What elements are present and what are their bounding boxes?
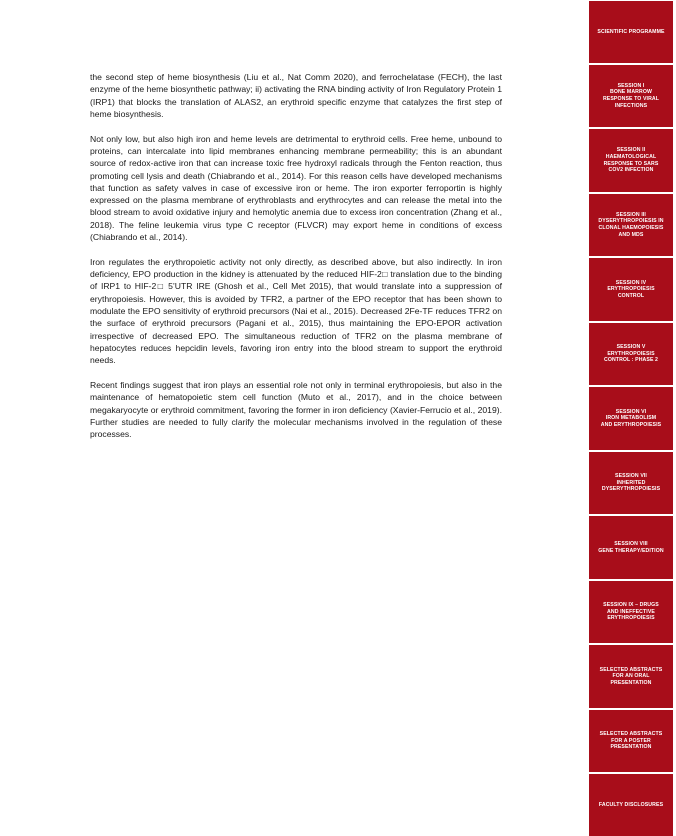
tab-session-vi[interactable]: SESSION VI IRON METABOLISM AND ERYTHROPOIESIS [589, 387, 673, 450]
paragraph-recent-findings: Recent findings suggest that iron plays an essential role not only in terminal erythropoiesis, but also in the maintenance of hematopoietic stem cell function (Muto et al., 2017), and in the choice between megakaryocyte or erythroid commitment, favoring the former in iron deficiency (Xavier-Ferrucio et al., 2019). Further studies are needed to fully clarify the molecular mechanisms involved in the regulation of these processes. [90, 380, 502, 440]
tab-oral-abstracts[interactable]: SELECTED ABSTRACTS FOR AN ORAL PRESENTATION [589, 645, 673, 708]
paragraph-iron-regulation: Iron regulates the erythropoietic activity not only directly, as described above, but also indirectly. In iron deficiency, EPO production in the kidney is attenuated by the reduced HIF-2□ translation due to the binding of IRP1 to HIF-2□ 5’UTR IRE (Ghosh et al., Cell Met 2015), that would translate into a suppression of erythropoiesis. However, this is avoided by TFR2, a partner of the EPO receptor that has been shown to modulate the EPO sensitivity of erythroid precursors (Nai et al., 2015). Decreased 2Fe-TF reduces TFR2 on the surface of erythroid precursors (Pagani et al., 2015), thus maintaining the EPO-EPOR activation irrespective of decreased EPO. The simultaneous reduction of TFR2 on the plasma membrane of hepatocytes reduces hepcidin levels, favoring iron entry into the blood stream to support the erythroid needs. [90, 256, 502, 366]
document-body [90, 71, 502, 453]
tab-session-iii[interactable]: SESSION III DYSERYTHROPOIESIS IN CLONAL HAEMOPOIESIS AND MDS [589, 194, 673, 256]
tab-poster-abstracts[interactable]: SELECTED ABSTRACTS FOR A POSTER PRESENTATION [589, 710, 673, 772]
tab-session-viii[interactable]: SESSION VIII GENE THERAPY/EDITION [589, 516, 673, 579]
tab-session-vii[interactable]: SESSION VII INHERITED DYSERYTHROPOIESIS [589, 452, 673, 514]
tab-scientific-programme[interactable]: SCIENTIFIC PROGRAMME [589, 1, 673, 63]
paragraph-heme-biosynthesis: the second step of heme biosynthesis (Liu et al., Nat Comm 2020), and ferrochelatase (FECH), the last enzyme of the heme biosynthetic pathway; ii) activating the RNA binding activity of Iron Regulatory Protein 1 (IRP1) that blocks the translation of ALAS2, an erythroid specific enzyme that catalyzes the first step of heme biosynthesis. [90, 72, 502, 119]
paragraph-iron-heme-toxicity: Not only low, but also high iron and heme levels are detrimental to erythroid cells. Free heme, unbound to proteins, can intercalate into lipid membranes enhancing membrane permeability; this is an abundant source of redox-active iron that can increase toxic free hydroxyl radicals through the Fenton reaction, thus promoting cell lysis and death (Chiabrando et al., 2014). For this reason cells have developed mechanisms that function as safety valves in case of excessive iron or heme. The iron exporter ferroportin is highly expressed on the plasma membrane of erythroblasts and erythrocytes and can release the metal into the blood stream to avoid oxidative injury and hemolytic anemia due to excess iron concentration (Zhang et al., 2018). The feline leukemia virus type C receptor (FLVCR) may export heme in conditions of excess (Chiabrando et al., 2014). [90, 133, 502, 243]
tab-session-iv[interactable]: SESSION IV ERYTHROPOIESIS CONTROL [589, 258, 673, 321]
session-navigation-sidebar [589, 0, 673, 836]
tab-session-ix[interactable]: SESSION IX – DRUGS AND INEFFECTIVE ERYTHROPOIESIS [589, 581, 673, 643]
tab-session-ii[interactable]: SESSION II HAEMATOLOGICAL RESPONSE TO SARS COV2 INFECTION [589, 129, 673, 192]
tab-faculty-disclosures[interactable]: FACULTY DISCLOSURES [589, 774, 673, 836]
tab-session-i[interactable]: SESSION I BONE MARROW RESPONSE TO VIRAL INFECTIONS [589, 65, 673, 127]
tab-session-v[interactable]: SESSION V ERYTHROPOIESIS CONTROL : PHASE 2 [589, 323, 673, 385]
